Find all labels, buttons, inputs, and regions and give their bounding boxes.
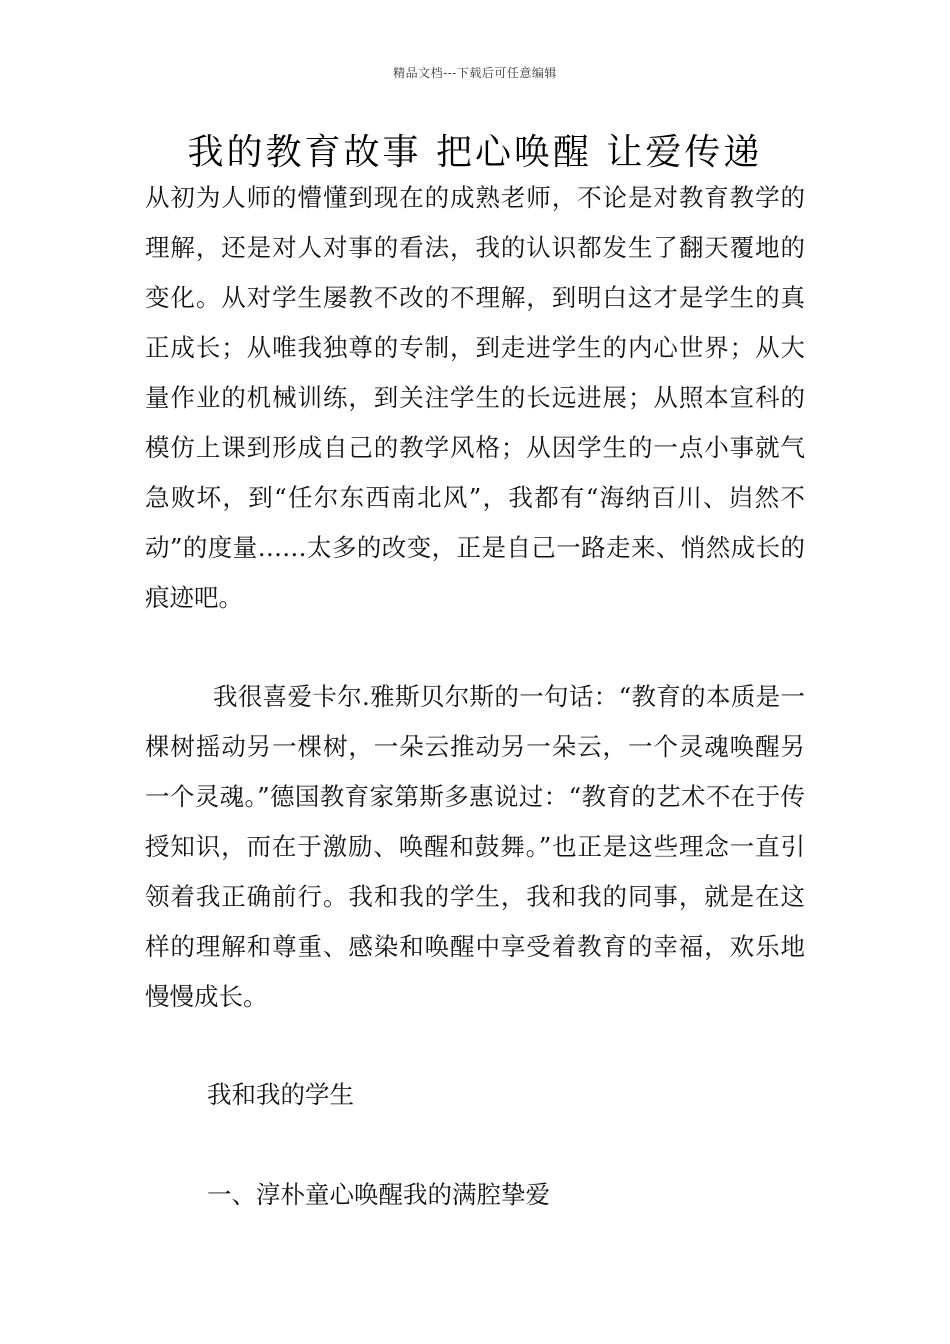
section-heading: 我和我的学生 xyxy=(207,1080,354,1109)
subsection-heading: 一、淳朴童心唤醒我的满腔挚爱 xyxy=(207,1180,550,1209)
document-title: 我的教育故事 把心唤醒 让爱传递 xyxy=(187,132,763,173)
paragraph-intro: 从初为人师的懵懂到现在的成熟老师，不论是对教育教学的理解，还是对人对事的看法，我的认识都发生了翻天覆地的变化。从对学生屡教不改的不理解，到明白这才是学生的真正成长；从唯我独尊的专制，到走进学生的内心世界；从大量作业的机械训练，到关注学生的长远进展；从照本宣科的模仿上课到形成自己的教学风格；从因学生的一点小事就气急败坏，到“任尔东西南北风”，我都有“海纳百川、岿然不动”的度量……太多的改变，正是自己一路走来、悄然成长的痕迹吧。 xyxy=(145,183,805,612)
paragraph-quote: 我很喜爱卡尔.雅斯贝尔斯的一句话：“教育的本质是一棵树摇动另一棵树，一朵云推动另一朵云，一个灵魂唤醒另一个灵魂。”德国教育家第斯多惠说过：“教育的艺术不在于传授知识，而在于激励、唤醒和鼓舞。”也正是这些理念一直引领着我正确前行。我和我的学生，我和我的同事，就是在这样的理解和尊重、感染和唤醒中享受着教育的幸福，欢乐地慢慢成长。 xyxy=(145,682,805,1011)
page-header-note: 精品文档---下载后可任意编辑 xyxy=(393,66,557,80)
